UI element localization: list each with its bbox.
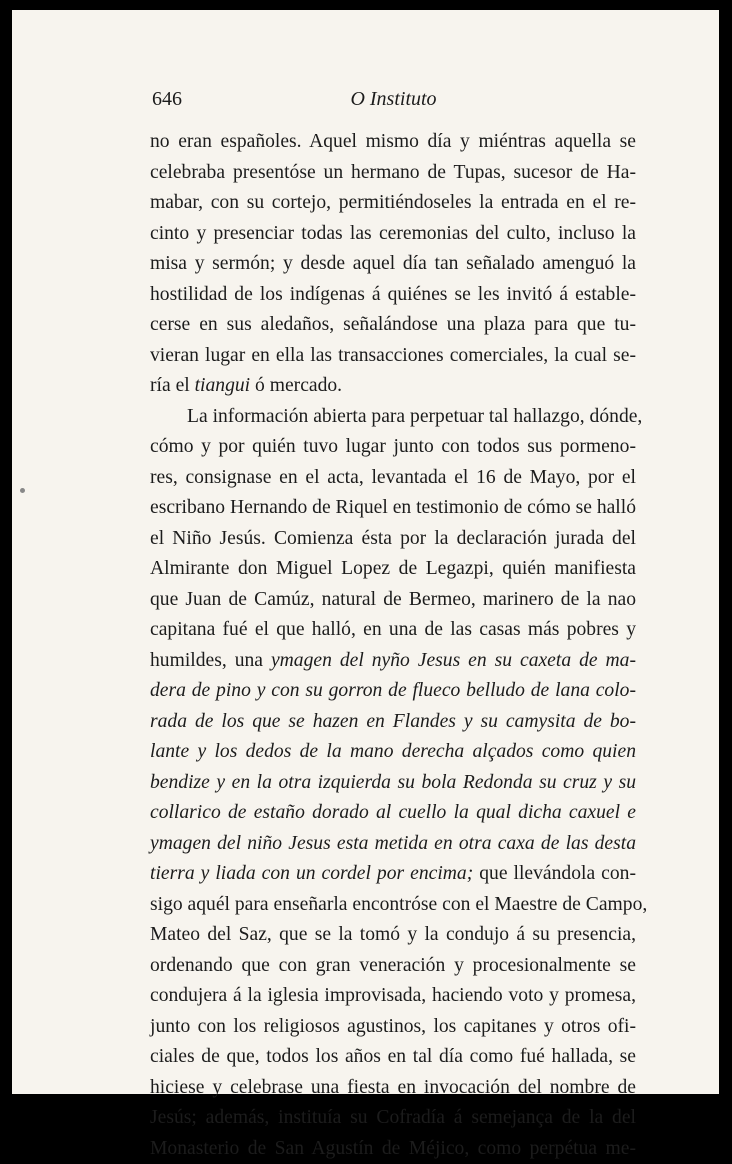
text-line: Almirante don Miguel Lopez de Legazpi, quién manifiesta [150,554,636,585]
text-line: res, consignase en el acta, levantada el 16 de Mayo, por el [150,463,636,494]
italic-quote: ymagen del nyño Jesus en su caxeta de ma- [271,650,636,671]
book-page [12,10,719,1094]
italic-quote: tierra y liada con un cordel por encima; [150,863,473,884]
text-line: que Juan de Camúz, natural de Bermeo, marinero de la nao [150,585,636,616]
text-line: Jesús; además, instituía su Cofradía á semejança de la del [150,1103,636,1134]
page-header [152,88,635,112]
text-line [150,646,636,677]
text-line: escribano Hernando de Riquel en testimonio de cómo se halló [150,493,636,524]
text-line: mabar, con su cortejo, permitiéndoseles la entrada en el re- [150,188,636,219]
text-line: no eran españoles. Aquel mismo día y miéntras aquella se [150,127,636,158]
text-line [150,768,636,799]
text-line [150,859,636,890]
text-line: misa y sermón; y desde aquel día tan señalado amenguó la [150,249,636,280]
text-line: el Niño Jesús. Comienza ésta por la declaración jurada del [150,524,636,555]
italic-quote: tiangui [195,375,251,396]
paper-speck [20,488,25,493]
italic-quote: bendize y en la otra izquierda su bola Redonda su cruz y su [150,772,636,793]
italic-quote: ymagen del niño Jesus esta metida en otra caxa de las desta [150,833,636,854]
text-line: cerse en sus aledaños, señalándose una plaza para que tu- [150,310,636,341]
text-line [150,829,636,860]
text-line [150,798,636,829]
text-line: ordenando que con gran veneración y procesionalmente se [150,951,636,982]
body-text [150,127,636,1164]
italic-quote: dera de pino y con su gorron de flueco belludo de lana colo- [150,680,636,701]
text-line [150,371,636,402]
text-line: condujera á la iglesia improvisada, haciendo voto y promesa, [150,981,636,1012]
text-line [150,676,636,707]
running-title: O Instituto [152,88,635,111]
text-line [150,707,636,738]
italic-quote: rada de los que se hazen en Flandes y su camysita de bo- [150,711,636,732]
text-line: Monasterio de San Agustín de Méjico, como perpétua me- [150,1134,636,1164]
text-line: La información abierta para perpetuar tal hallazgo, dónde, [150,402,636,433]
text-line: sigo aquél para enseñarla encontróse con el Maestre de Campo, [150,890,636,921]
text-line: Mateo del Saz, que se la tomó y la condujo á su presencia, [150,920,636,951]
italic-quote: lante y los dedos de la mano derecha alçados como quien [150,741,636,762]
text-line: hostilidad de los indígenas á quiénes se les invitó á estable- [150,280,636,311]
text-line: cinto y presenciar todas las ceremonias del culto, incluso la [150,219,636,250]
text-line: capitana fué el que halló, en una de las casas más pobres y [150,615,636,646]
text-run: ó mercado. [250,375,342,396]
text-run: que llevándola con- [473,863,636,884]
text-line: ciales de que, todos los años en tal día como fué hallada, se [150,1042,636,1073]
text-line: junto con los religiosos agustinos, los capitanes y otros ofi- [150,1012,636,1043]
italic-quote: collarico de estaño dorado al cuello la qual dicha caxuel e [150,802,636,823]
text-line: celebraba presentóse un hermano de Tupas, sucesor de Ha- [150,158,636,189]
text-run: humildes, una [150,650,271,671]
page-number: 646 [152,88,182,111]
text-run: ría el [150,375,195,396]
text-line: cómo y por quién tuvo lugar junto con todos sus pormeno- [150,432,636,463]
text-line [150,737,636,768]
text-line: vieran lugar en ella las transacciones comerciales, la cual se- [150,341,636,372]
text-line: hiciese y celebrase una fiesta en invocación del nombre de [150,1073,636,1104]
